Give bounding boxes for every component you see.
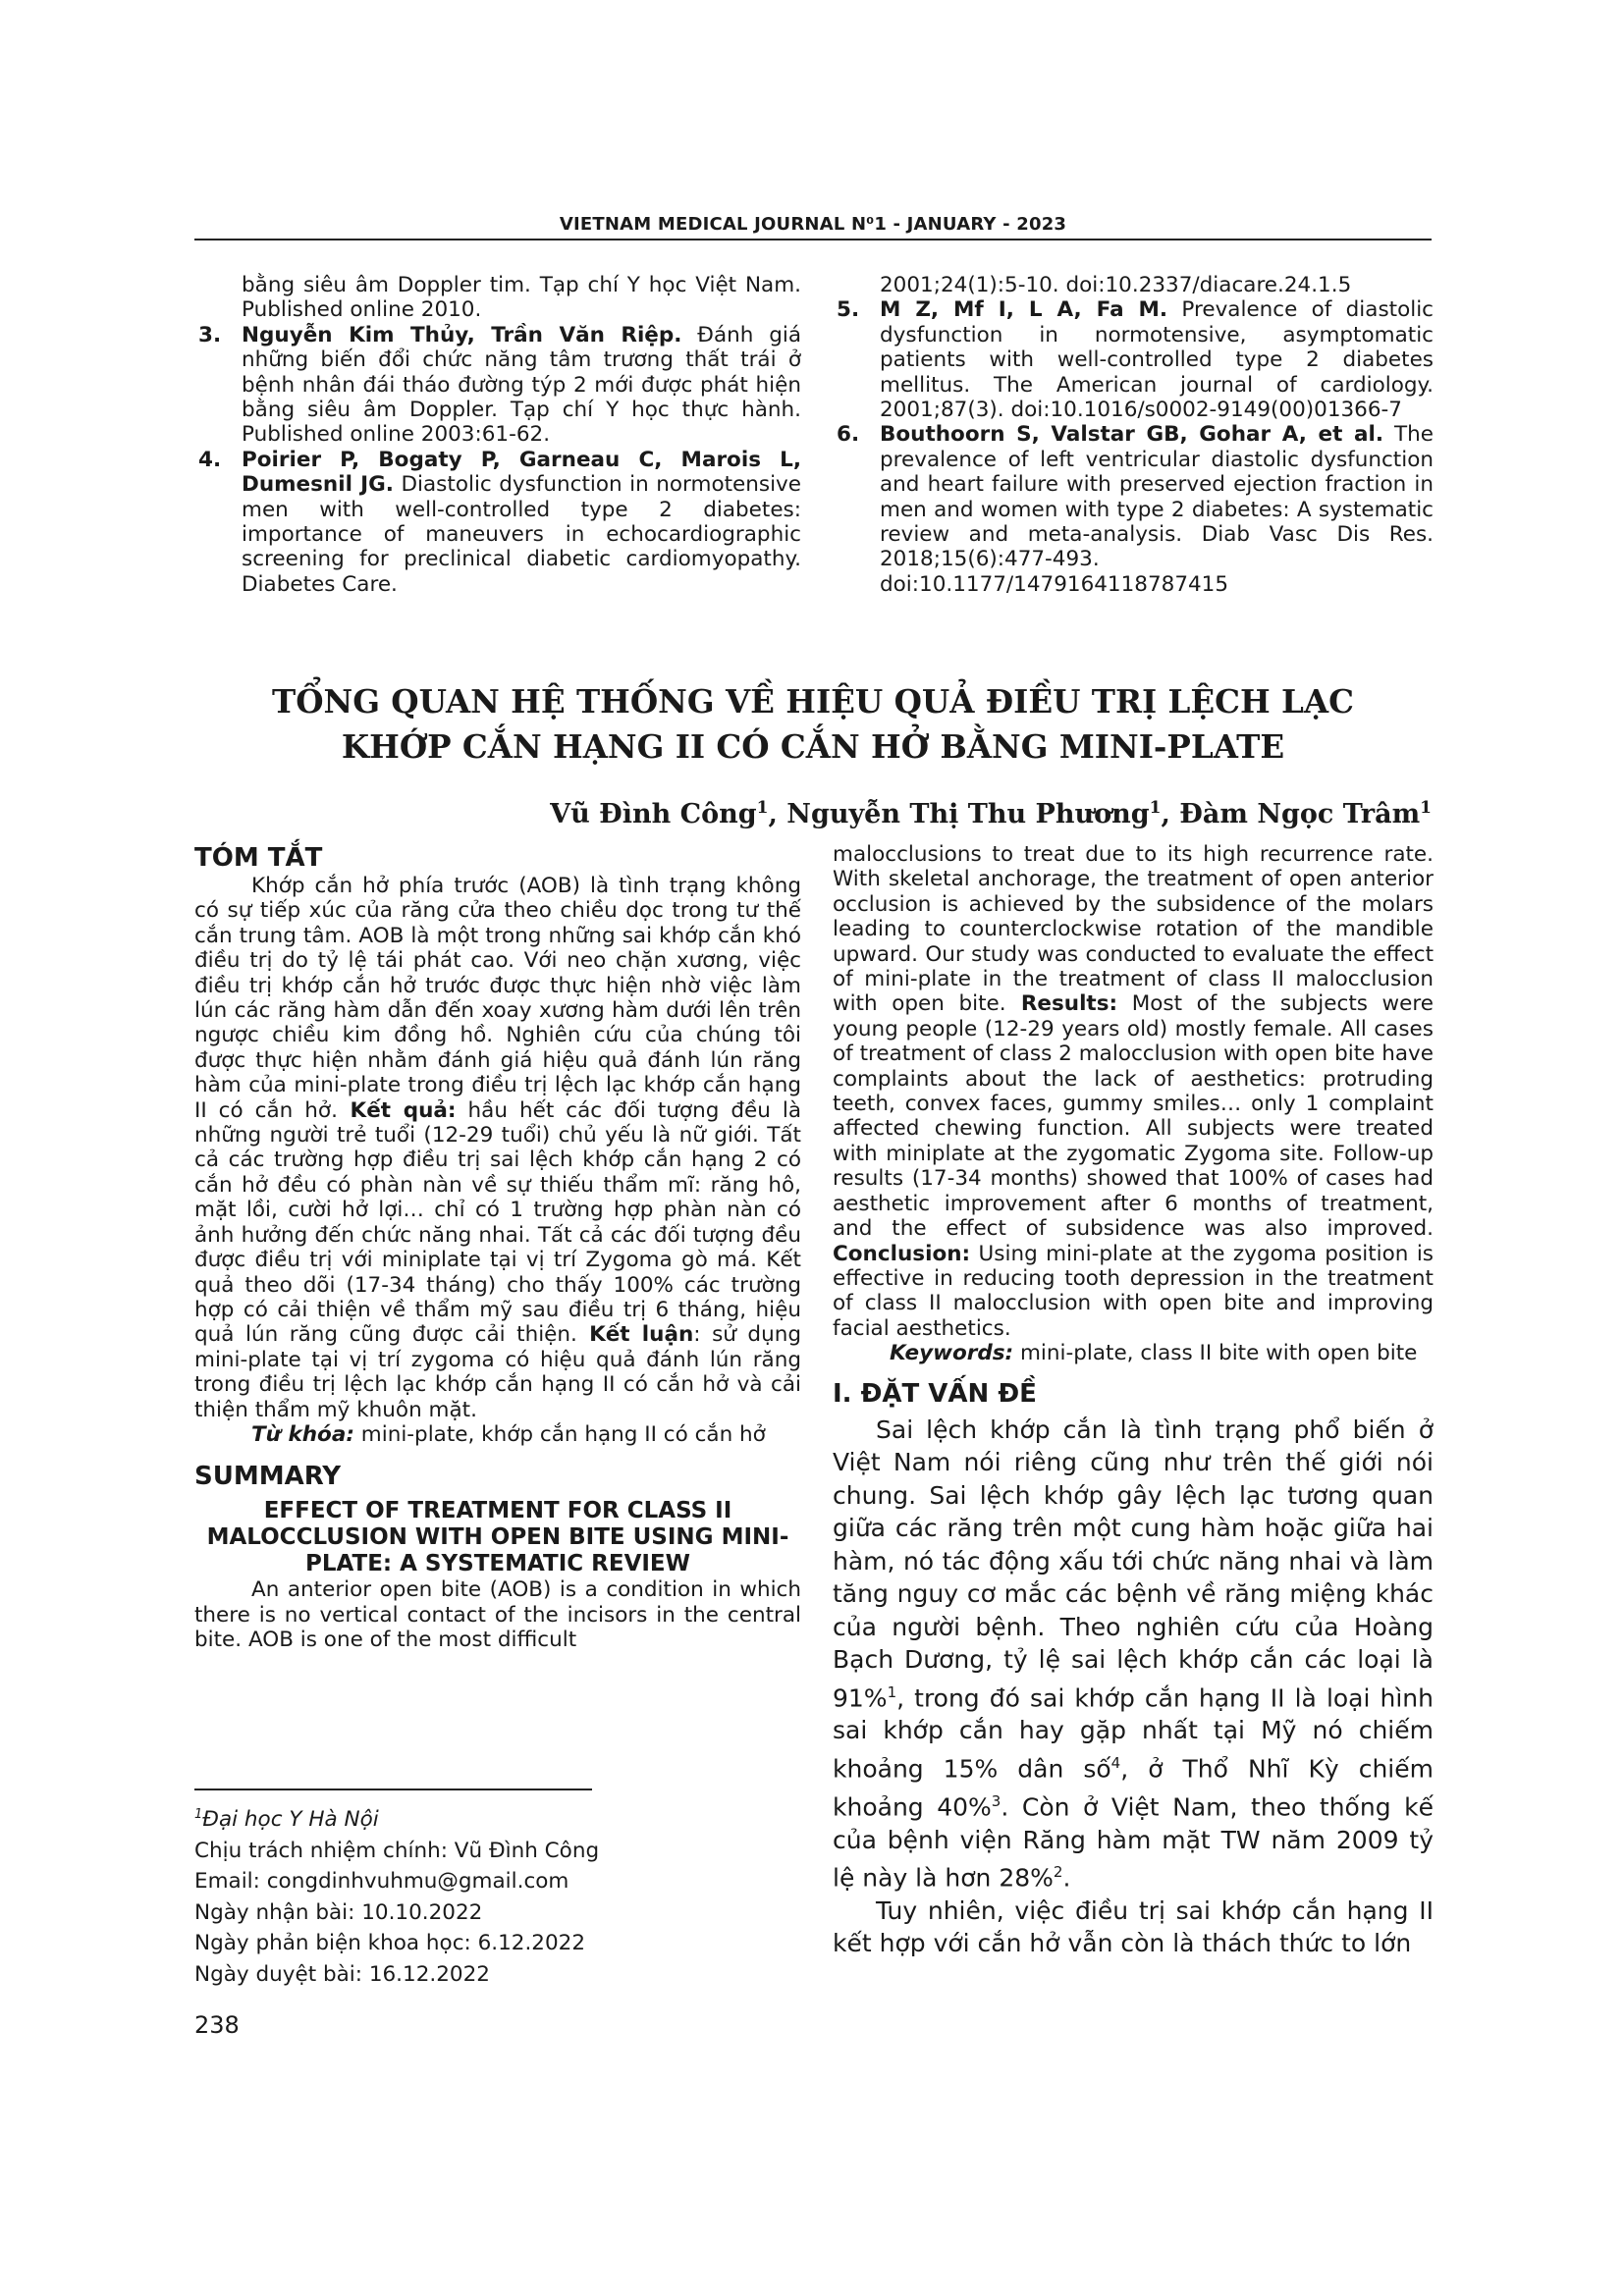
article-title-line: TỔNG QUAN HỆ THỐNG VỀ HIỆU QUẢ ĐIỀU TRỊ LỆCH LẠC bbox=[272, 682, 1354, 721]
reference-text: The prevalence of left ventricular diastolic dysfunction and heart failure with preserved ejection fraction in men and women with type 2 diabetes: A systematic review and meta-analysis. Diab Vasc Dis Res. 2018;15(6):477-493. doi:10.1177/1479164118787415 bbox=[880, 422, 1434, 597]
author-affiliation-mark: 1 bbox=[1420, 798, 1432, 818]
footnote-rule bbox=[194, 1789, 592, 1790]
abstract-text: malocclusions to treat due to its high recurrence rate. With skeletal anchorage, the treatment of open anterior occlusion is achieved by the subsidence of the molars leading to counterclockwise rotation of the mandible upward. Our study was conducted to evaluate the effect of mini-plate in the treatment of class II malocclusion with open bite. bbox=[833, 842, 1434, 1017]
intro-heading: I. ĐẶT VẤN ĐỀ bbox=[833, 1378, 1037, 1409]
summary-title: EFFECT OF TREATMENT FOR CLASS II MALOCCLUSION WITH OPEN BITE USING MINI-PLATE: A SYSTEMATIC REVIEW bbox=[206, 1498, 789, 1577]
abstract-label-results: Results: bbox=[1005, 991, 1118, 1017]
reference-continued: 2001;24(1):5-10. doi:10.2337/diacare.24.1.5 bbox=[880, 273, 1352, 297]
page-number: 238 bbox=[194, 2011, 240, 2039]
right-main-column bbox=[833, 842, 1434, 1960]
summary-heading: SUMMARY bbox=[194, 1462, 342, 1492]
keywords-text: mini-plate, khớp cắn hạng II có cắn hở bbox=[353, 1421, 766, 1447]
author-affiliation-mark: 1 bbox=[1149, 798, 1162, 818]
keywords-label: Keywords: bbox=[890, 1341, 1014, 1366]
affiliation-mark: 1 bbox=[194, 1807, 203, 1822]
reference-item bbox=[833, 297, 1434, 422]
tomtat-keywords bbox=[194, 1422, 801, 1447]
reference-item bbox=[194, 448, 801, 597]
abstract-text: : sử dụng mini-plate tại vị trí zygoma có hiệu quả đánh lún răng trong điều trị lệch lạc khớp cắn hạng II có cắn hở và cải thiện thẩm mỹ khuôn mặt. bbox=[194, 1322, 801, 1422]
intro-text: . Còn ở Việt Nam, theo thống kế của bệnh viện Răng hàm mặt TW năm 2009 tỷ lệ này là hơn 28% bbox=[833, 1792, 1434, 1893]
header-rule bbox=[194, 239, 1432, 240]
article-title bbox=[194, 679, 1432, 770]
tomtat-abstract bbox=[194, 874, 801, 1422]
author-separator: , bbox=[1161, 799, 1180, 829]
citation-mark: 4 bbox=[1110, 1753, 1121, 1772]
intro-text: , trong đó sai khớp cắn hạng II là loại hình sai khớp cắn hay gặp nhất tại Mỹ nó chiếm khoảng 15% dân số bbox=[833, 1682, 1434, 1784]
abstract-text: Most of the subjects were young people (12-29 years old) mostly female. All cases of treatment of class 2 malocclusion with open bite have complaints about the lack of aesthetics: protruding teeth, convex faces, gummy smiles… only 1 complaint affected chewing function. All subjects were treated with miniplate at the zygomatic Zygoma site. Follow-up results (17-34 months) showed that 100% of cases had aesthetic improvement after 6 months of treatment, and the effect of subsidence was also improved. bbox=[833, 991, 1434, 1242]
footnote-reviewed: Ngày phản biện khoa học: 6.12.2022 bbox=[194, 1931, 586, 1956]
keywords-label: Từ khóa: bbox=[251, 1421, 354, 1447]
summary-abstract-start: An anterior open bite (AOB) is a condition in which there is no vertical contact of the incisors in the central bite. AOB is one of the most difficult bbox=[194, 1577, 801, 1653]
keywords-text: mini-plate, class II bite with open bite bbox=[1013, 1341, 1418, 1366]
footnote-received: Ngày nhận bài: 10.10.2022 bbox=[194, 1899, 483, 1925]
article-title-line: KHỚP CẮN HẠNG II CÓ CẮN HỞ BẰNG MINI-PLATE bbox=[341, 727, 1285, 766]
intro-paragraph bbox=[833, 1414, 1434, 1895]
abstract-text: Khớp cắn hở phía trước (AOB) là tình trạng không có sự tiếp xúc của răng cửa theo chiều dọc trong tư thế cắn trung tâm. AOB là một trong những sai khớp cắn khó điều trị do tỷ lệ tái phát cao. Với neo chặn xương, việc điều trị khớp cắn hở trước được thực hiện nhờ việc làm lún các răng hàm dẫn đến xoay xương hàm dưới lên trên ngược chiều kim đồng hồ. Nghiên cứu của chúng tôi được thực hiện nhằm đánh giá hiệu quả đánh lún răng hàm của mini-plate trong điều trị lệch lạc khớp cắn hạng II có cắn hở. bbox=[194, 874, 801, 1123]
reference-continued: bằng siêu âm Doppler tim. Tạp chí Y học Việt Nam. Published online 2010. bbox=[242, 273, 801, 323]
reference-item bbox=[194, 323, 801, 448]
tomtat-heading: TÓM TẮT bbox=[194, 843, 323, 873]
author-name: Nguyễn Thị Thu Phương bbox=[786, 799, 1150, 829]
author-name: Đàm Ngọc Trâm bbox=[1179, 799, 1421, 829]
reference-text: Prevalence of diastolic dysfunction in normotensive, asymptomatic patients with well-controlled type 2 diabetes mellitus. The American journal of cardiology. 2001;87(3). doi:10.1016/s0002-9149(00)01366-7 bbox=[880, 297, 1435, 423]
intro-text: , ở Thổ Nhĩ Kỳ chiếm khoảng 40% bbox=[833, 1754, 1434, 1822]
abstract-label-conclusion: Kết luận bbox=[576, 1322, 694, 1348]
reference-number: 6. bbox=[837, 422, 860, 448]
reference-number: 3. bbox=[198, 322, 222, 347]
abstract-label-conclusion: Conclusion: bbox=[833, 1241, 971, 1266]
footnotes bbox=[194, 1799, 801, 1990]
citation-mark: 2 bbox=[1053, 1863, 1063, 1882]
running-header: VIETNAM MEDICAL JOURNAL N⁰1 - JANUARY - 2023 bbox=[559, 214, 1067, 235]
reference-authors: M Z, Mf I, L A, Fa M. bbox=[880, 297, 1168, 323]
footnote-accepted: Ngày duyệt bài: 16.12.2022 bbox=[194, 1961, 490, 1987]
summary-keywords bbox=[833, 1341, 1434, 1365]
abstract-label-results: Kết quả: bbox=[337, 1097, 457, 1123]
left-main-column bbox=[194, 842, 801, 1653]
footnote-responsible: Chịu trách nhiệm chính: Vũ Đình Công bbox=[194, 1838, 600, 1863]
article-authors bbox=[194, 791, 1432, 831]
reference-text: Đánh giá những biến đổi chức năng tâm trương thất trái ở bệnh nhân đái tháo đường týp 2 mới được phát hiện bằng siêu âm Doppler. Tạp chí Y học thực hành. Published online 2003:61-62. bbox=[242, 322, 801, 448]
author-name: Vũ Đình Công bbox=[550, 799, 757, 829]
intro-text: . bbox=[1062, 1863, 1071, 1893]
reference-authors: Poirier P, Bogaty P, Garneau C, Marois L, Dumesnil JG. bbox=[242, 447, 801, 498]
reference-number: 5. bbox=[837, 297, 860, 323]
footnote-email: Email: congdinhvuhmu@gmail.com bbox=[194, 1869, 569, 1895]
citation-mark: 3 bbox=[991, 1791, 1001, 1810]
references-left-column bbox=[194, 273, 801, 597]
footnote-affiliation bbox=[194, 1799, 801, 1836]
reference-authors: Bouthoorn S, Valstar GB, Gohar A, et al. bbox=[880, 422, 1384, 448]
author-separator: , bbox=[768, 799, 787, 829]
abstract-text: Using mini-plate at the zygoma position is effective in reducing tooth depression in the treatment of class II malocclusion with open bite and improving facial aesthetics. bbox=[833, 1241, 1434, 1341]
intro-text: Sai lệch khớp cắn là tình trạng phổ biến ở Việt Nam nói riêng cũng như trên thế giới nói chung. Sai lệch khớp gây lệch lạc tương quan giữa các răng trên một cung hàm hoặc giữa hai hàm, nó tác động xấu tới chức năng nhai và làm tăng nguy cơ mắc các bệnh về răng miệng khác của người bệnh. Theo nghiên cứu của Hoàng Bạch Dương, tỷ lệ sai lệch khớp cắn các loại là 91% bbox=[833, 1415, 1434, 1712]
author-affiliation-mark: 1 bbox=[756, 798, 769, 818]
affiliation-text: Đại học Y Hà Nội bbox=[202, 1807, 379, 1833]
intro-paragraph: Tuy nhiên, việc điều trị sai khớp cắn hạng II kết hợp với cắn hở vẫn còn là thách thức to lớn bbox=[833, 1896, 1434, 1958]
reference-text: Diastolic dysfunction in normotensive men with well-controlled type 2 diabetes: importance of maneuvers in echocardiographic screening for preclinical diabetic cardiomyopathy. Diabetes Care. bbox=[242, 472, 802, 597]
reference-item bbox=[833, 422, 1434, 597]
abstract-text: hầu hết các đối tượng đều là những người trẻ tuổi (12-29 tuổi) chủ yếu là nữ giới. Tất cả các trường hợp điều trị sai lệch khớp cắn hạng 2 có cắn hở đều có phàn nàn về sự thiếu thẩm mĩ: răng hô, mặt lồi, cười hở lợi… chỉ có 1 trường hợp phàn nàn có ảnh hưởng đến chức năng nhai. Tất cả các đối tượng đều được điều trị với miniplate tại vị trí Zygoma gò má. Kết quả theo dõi (17-34 tháng) cho thấy 100% các trường hợp có cải thiện về thẩm mỹ sau điều trị 6 tháng, hiệu quả lún răng cũng được cải thiện. bbox=[194, 1097, 801, 1348]
reference-number: 4. bbox=[198, 447, 222, 472]
references-right-column bbox=[833, 273, 1434, 597]
summary-abstract-continued bbox=[833, 842, 1434, 1341]
citation-mark: 1 bbox=[887, 1682, 897, 1701]
reference-authors: Nguyễn Kim Thủy, Trần Văn Riệp. bbox=[242, 322, 682, 347]
